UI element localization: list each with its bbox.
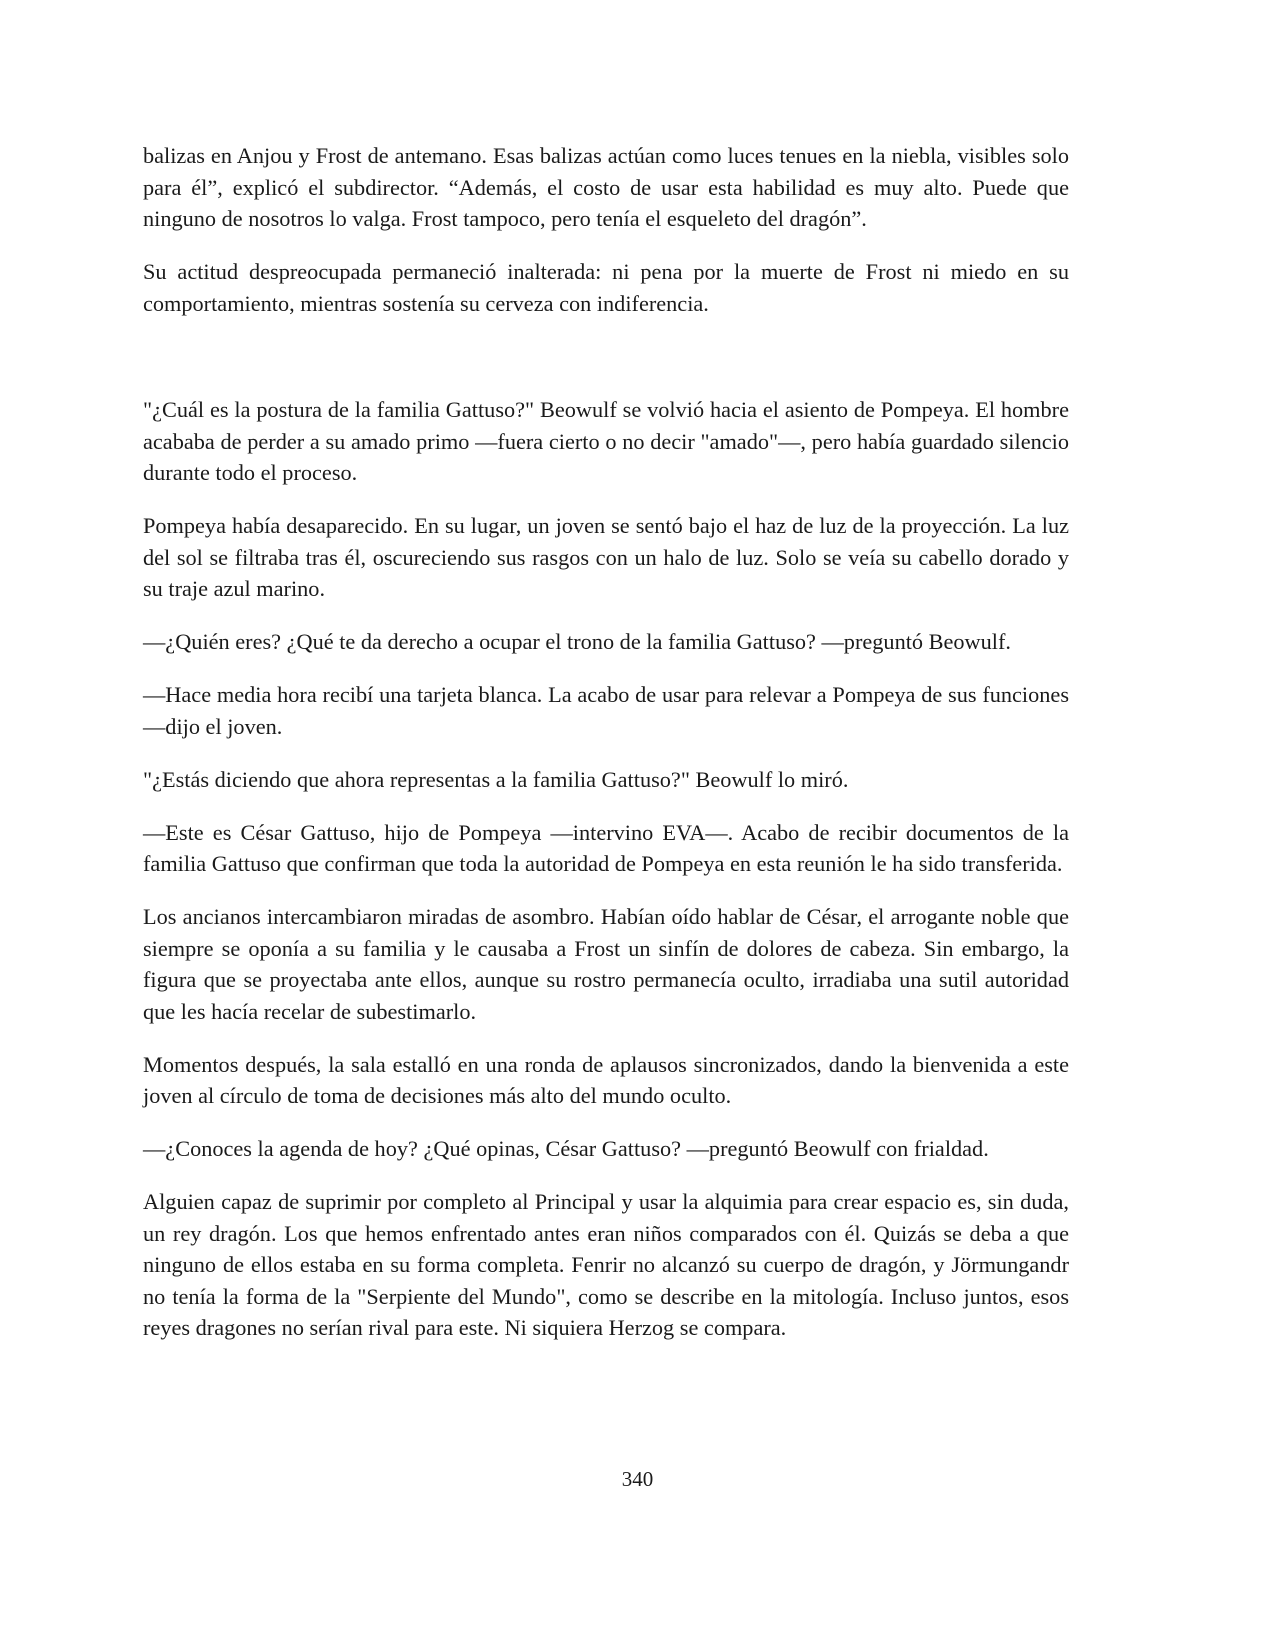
paragraph: "¿Cuál es la postura de la familia Gattuso?" Beowulf se volvió hacia el asiento de Pompeya. El hombre acababa de perder a su amado primo —fuera cierto o no decir "amado"—, pero había guardado silencio durante todo el proceso.: [143, 397, 1069, 485]
paragraph: Momentos después, la sala estalló en una ronda de aplausos sincronizados, dando la bienvenida a este joven al círculo de toma de decisiones más alto del mundo oculto.: [143, 1051, 1069, 1108]
paragraph: "¿Estás diciendo que ahora representas a la familia Gattuso?" Beowulf lo miró.: [143, 766, 849, 792]
paragraph: —¿Quién eres? ¿Qué te da derecho a ocupar el trono de la familia Gattuso? —preguntó Beowulf.: [143, 629, 1011, 654]
paragraph: —Este es César Gattuso, hijo de Pompeya —intervino EVA—. Acabo de recibir documentos de la familia Gattuso que confirman que toda la autoridad de Pompeya en esta reunión le ha sido transferida.: [143, 819, 1069, 876]
page-body: [143, 140, 1069, 1365]
paragraph: Su actitud despreocupada permaneció inalterada: ni pena por la muerte de Frost ni miedo en su comportamiento, mientras sostenía su cerveza con indiferencia.: [143, 259, 1069, 316]
paragraph: Pompeya había desaparecido. En su lugar, un joven se sentó bajo el haz de luz de la proyección. La luz del sol se filtraba tras él, oscureciendo sus rasgos con un halo de luz. Solo se veía su cabello dorado y su traje azul marino.: [143, 513, 1069, 601]
paragraph: —Hace media hora recibí una tarjeta blanca. La acabo de usar para relevar a Pompeya de sus funciones —dijo el joven.: [143, 682, 1069, 739]
paragraph: —¿Conoces la agenda de hoy? ¿Qué opinas, César Gattuso? —preguntó Beowulf con frialdad.: [143, 1136, 989, 1161]
page-number: 340: [621, 1467, 654, 1491]
paragraph: balizas en Anjou y Frost de antemano. Esas balizas actúan como luces tenues en la niebla, visibles solo para él”, explicó el subdirector. “Además, el costo de usar esta habilidad es muy alto. Puede que ninguno de nosotros lo valga. Frost tampoco, pero tenía el esqueleto del dragón”.: [143, 143, 1069, 231]
paragraph: Alguien capaz de suprimir por completo al Principal y usar la alquimia para crear espacio es, sin duda, un rey dragón. Los que hemos enfrentado antes eran niños comparados con él. Quizás se deba a que ninguno de ellos estaba en su forma completa. Fenrir no alcanzó su cuerpo de dragón, y Jörmungandr no tenía la forma de la "Serpiente del Mundo", como se describe en la mitología. Incluso juntos, esos reyes dragones no serían rival para este. Ni siquiera Herzog se compara.: [143, 1189, 1069, 1340]
paragraph: Los ancianos intercambiaron miradas de asombro. Habían oído hablar de César, el arrogante noble que siempre se oponía a su familia y le causaba a Frost un sinfín de dolores de cabeza. Sin embargo, la figura que se proyectaba ante ellos, aunque su rostro permanecía oculto, irradiaba una sutil autoridad que les hacía recelar de subestimarlo.: [143, 904, 1069, 1024]
